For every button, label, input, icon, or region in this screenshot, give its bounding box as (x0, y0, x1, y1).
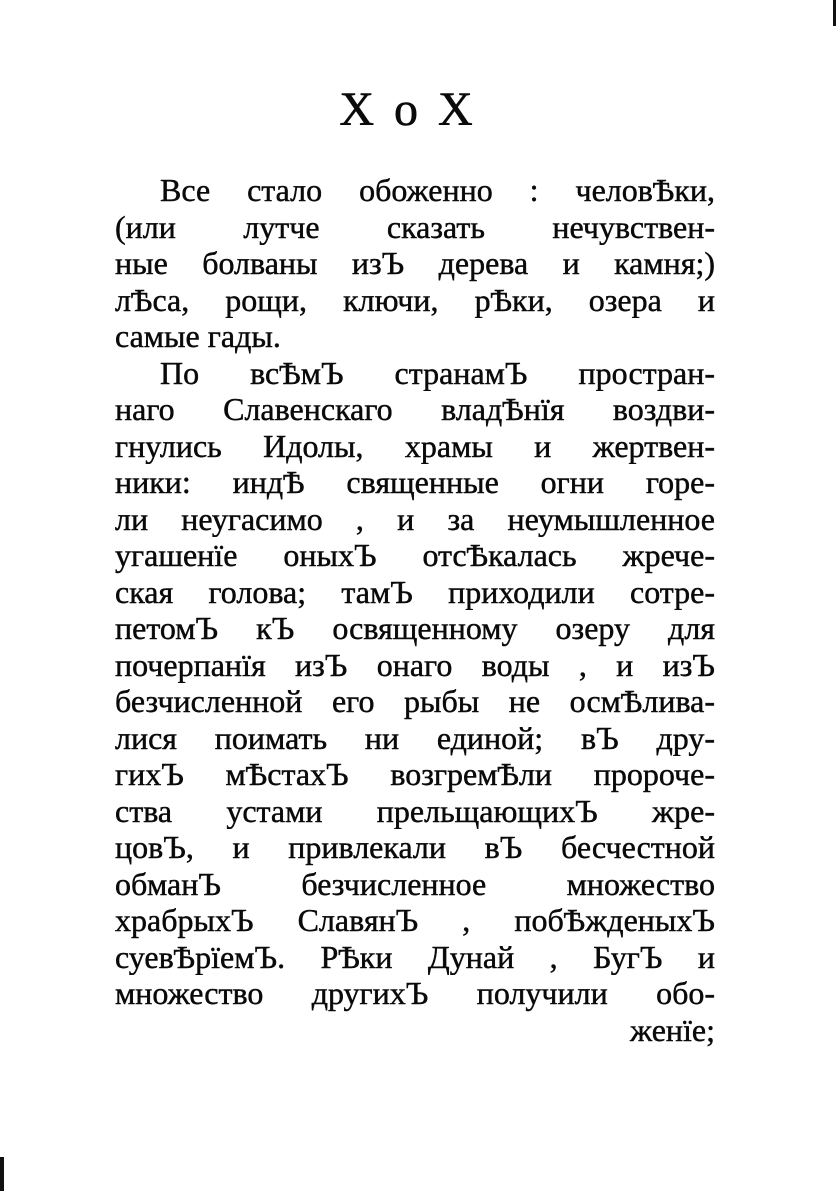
text-line: ская голова; тамЪ приходили сотре- (115, 573, 715, 610)
scan-edge-mark (0, 1157, 4, 1191)
text-line: наго Славенскаго владѢнїя воздви- (115, 391, 715, 427)
text-line: лися поимать ни единой; вЪ дру- (115, 719, 715, 756)
text-line: ники: индѢ священные огни горе- (115, 464, 715, 500)
text-line: ства устами прельщающихЪ жре- (115, 792, 715, 829)
text-line: женїе; (630, 1011, 715, 1048)
text-line: безчисленной его рыбы не осмѢлива- (115, 683, 715, 719)
text-line: петомЪ кЪ освященному озеру для (115, 610, 715, 646)
text-line: почерпанїя изЪ онаго воды , и изЪ (115, 646, 715, 683)
paragraph (115, 172, 715, 355)
text-line: храбрыхЪ СлавянЪ , побѢжденыхЪ (115, 902, 715, 938)
text-line: ные болваны изЪ дерева и камня;) (115, 245, 715, 281)
text-line: гнулись Идолы, храмы и жертвен- (115, 427, 715, 464)
text-line: самые гады. (115, 318, 281, 354)
text-line: По всѢмЪ странамЪ простран- (160, 354, 715, 391)
text-line: ли неугасимо , и за неумышленное (115, 500, 715, 537)
text-line: множество другихЪ получили обо- (115, 975, 715, 1011)
text-line: обманЪ безчисленное множество (115, 865, 715, 902)
text-line: суевѢрїемЪ. РѢки Дунай , БугЪ и (115, 938, 715, 975)
header-ornament: X o X (339, 83, 477, 136)
text-line: гихЪ мѢстахЪ возгремѢли пророче- (115, 756, 715, 792)
text-line: Все стало обоженно : человѢки, (160, 172, 715, 208)
text-line: цовЪ, и привлекали вЪ бесчестной (115, 829, 715, 865)
page-body (115, 172, 715, 1048)
text-line: лѢса, рощи, ключи, рѢки, озера и (115, 281, 715, 318)
paragraph (115, 355, 715, 1049)
text-line: угашенїе оныхЪ отсѢкалась жрече- (115, 537, 715, 573)
text-line: (или лутче сказать нечувствен- (115, 208, 715, 245)
scan-edge-mark (833, 0, 836, 26)
